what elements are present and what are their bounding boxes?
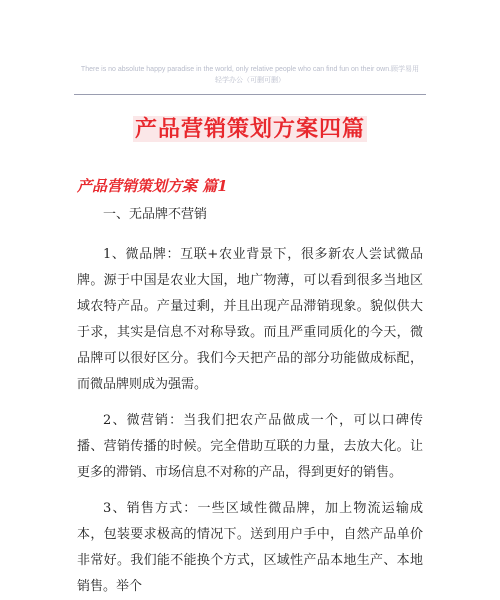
header-note-line-2: 轻学办公（可删可删） <box>215 77 285 84</box>
paragraph-micro-marketing: 2、微营销：当我们把农产品做成一个，可以口碑传播、营销传播的时候。完全借助互联的力量，去放大化。让更多的滞销、市场信息不对称的产品，得到更好的销售。 <box>77 413 423 480</box>
header-note-line-1: There is no absolute happy paradise in the world, only relative people who can find fun on their own.顾学易用 <box>80 66 420 73</box>
document-title-text: 产品营销策划方案四篇 <box>134 116 365 142</box>
paragraph-heading: 一、无品牌不营销 <box>103 207 208 222</box>
header-watermark-note <box>70 64 430 86</box>
header-divider <box>74 94 426 95</box>
paragraph-micro-brand: 1、微品牌：互联+农业背景下，很多新农人尝试微品牌。源于中国是农业大国，地广物薄，可以看到很多当地区域农特产品。产量过剩，并且出现产品滞销现象。貌似供大于求，其实是信息不对称导致。而且严重同质化的今天，微品牌可以很好区分。我们今天把产品的部分功能做成标配，而微品牌则成为强需。 <box>77 247 423 392</box>
paragraph-sales-method: 3、销售方式：一些区域性微品牌，加上物流运输成本，包装要求极高的情况下。送到用户手中，自然产品单价非常好。我们能不能换个方式，区域性产品本地生产、本地销售。举个 <box>77 501 423 594</box>
section-title: 产品营销策划方案 篇1 <box>77 177 228 195</box>
document-title <box>50 112 450 143</box>
